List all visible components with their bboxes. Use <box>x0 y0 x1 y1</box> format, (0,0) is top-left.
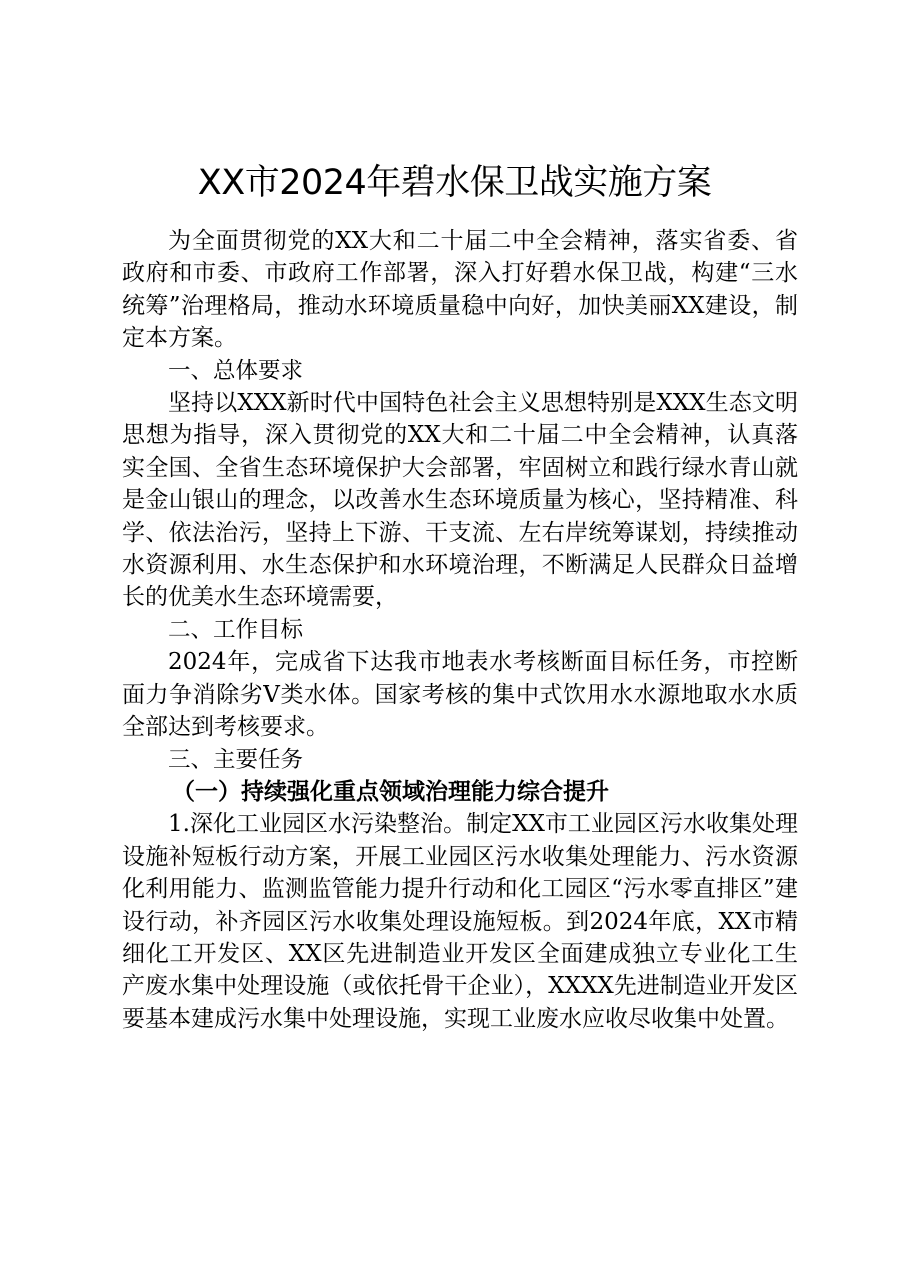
document-body <box>122 225 798 1035</box>
section-heading-overall-requirements: 一、总体要求 <box>168 357 304 384</box>
subsection-heading-1: （一）持续强化重点领域治理能力综合提升 <box>172 777 609 805</box>
intro-paragraph: 为全面贯彻党的XX大和二十届二中全会精神，落实省委、省政府和市委、市政府工作部署，深入打好碧水保卫战，构建“三水统筹”治理格局，推动水环境质量稳中向好，加快美丽XX建设，制定本方案。 <box>122 228 798 352</box>
document-title: XX市2024年碧水保卫战实施方案 <box>197 163 712 203</box>
section-heading-work-goals: 二、工作目标 <box>168 616 304 643</box>
section-heading-main-tasks: 三、主要任务 <box>168 746 304 773</box>
overall-requirements-paragraph: 坚持以XXX新时代中国特色社会主义思想特别是XXX生态文明思想为指导，深入贯彻党的XX大和二十届二中全会精神，认真落实全国、全省生态环境保护大会部署，牢固树立和践行绿水青山就是金山银山的理念，以改善水生态环境质量为核心，坚持精准、科学、依法治污，坚持上下游、干支流、左右岸统筹谋划，持续推动水资源利用、水生态保护和水环境治理，不断满足人民群众日益增长的优美水生态环境需要， <box>122 390 798 611</box>
task-1-paragraph: 1.深化工业园区水污染整治。制定XX市工业园区污水收集处理设施补短板行动方案，开展工业园区污水收集处理能力、污水资源化利用能力、监测监管能力提升行动和化工园区“污水零直排区”建设行动，补齐园区污水收集处理设施短板。到2024年底，XX市精细化工开发区、XX区先进制造业开发区全面建成独立专业化工生产废水集中处理设施（或依托骨干企业），XXXX先进制造业开发区要基本建成污水集中处理设施，实现工业废水应收尽收集中处置。 <box>122 811 798 1032</box>
work-goals-paragraph: 2024年，完成省下达我市地表水考核断面目标任务，市控断面力争消除劣V类水体。国家考核的集中式饮用水水源地取水水质全部达到考核要求。 <box>122 649 798 741</box>
